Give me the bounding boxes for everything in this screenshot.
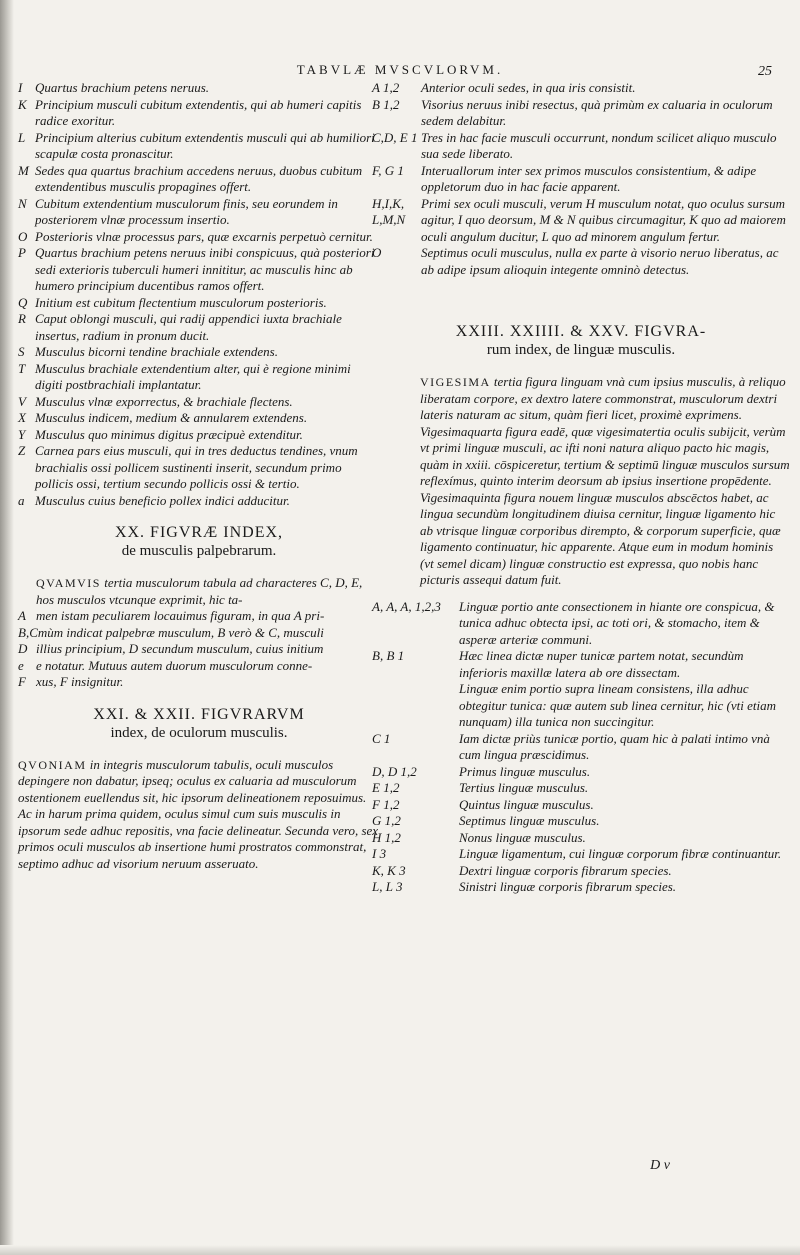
- heading-figure-xxiii: [372, 322, 790, 360]
- legend-text: Principium musculi cubitum extendentis, qui ab humeri capitis radice exoritur.: [35, 96, 362, 128]
- right-legend-list: [372, 80, 790, 278]
- legend-text: Musculus cuius beneficio pollex indici adducitur.: [35, 492, 290, 508]
- legend-entry: [372, 245, 790, 278]
- legend-text: Linguæ ligamentum, cui linguæ corporum fibræ continuantur.: [459, 846, 782, 861]
- legend-text: Tres in hac facie musculi occurrunt, nondum scilicet aliquo musculo sua sede liberato.: [421, 129, 777, 161]
- legend-entry: [18, 344, 380, 361]
- legend-key: A 1,2: [372, 80, 400, 95]
- legend-text: Quartus brachium petens neruus.: [35, 80, 210, 95]
- legend-entry: [18, 427, 380, 444]
- legend-key: Z: [18, 443, 26, 458]
- legend-key: K: [18, 96, 27, 112]
- legend-entry: [372, 797, 790, 814]
- heading-title: XXI. & XXII. FIGVRARVM: [93, 705, 305, 723]
- legend-key: a: [18, 492, 25, 508]
- legend-entry: [372, 764, 790, 781]
- legend-text: Sinistri linguæ corporis fibrarum species.: [459, 879, 677, 894]
- margin-key: F: [18, 674, 26, 689]
- paragraph-line: [18, 658, 380, 675]
- legend-entry: [372, 813, 790, 830]
- legend-entry: [372, 196, 790, 246]
- legend-key: N: [18, 195, 27, 211]
- legend-entry: [372, 599, 790, 649]
- legend-key: A, A, A, 1,2,3: [372, 598, 441, 614]
- legend-entry: [18, 410, 380, 427]
- legend-text: Anterior oculi sedes, in qua iris consistit.: [421, 80, 636, 95]
- legend-text: Musculus vlnæ exporrectus, & brachiale flectens.: [35, 393, 293, 409]
- legend-text: Septimus linguæ musculus.: [459, 813, 600, 828]
- page-number: 25: [758, 64, 772, 79]
- heading-title: XXIII. XXIIII. & XXV. FIGVRA-: [455, 323, 707, 340]
- legend-text: Musculus bicorni tendine brachiale extendens.: [35, 344, 278, 359]
- paragraph-figure-xxiii-2: Vigesimaquarta figura eadē, quæ vigesimatertia oculis subijcit, verùm vt primi linguæ musculi, ac ifti noni natura aliquo pacto hic magis, quàm in xxiii. cōspiceretur, tertium & septimū linguæ musculos sursum reflexímus, quinto interim deorsum ab ipsius insertione propēdente.: [420, 423, 790, 488]
- legend-entry: [372, 80, 790, 97]
- legend-text: Quintus linguæ musculus.: [459, 796, 594, 812]
- paragraph-line: [18, 674, 380, 691]
- line-text: illius principium, D secundum musculum, cuius initium: [36, 641, 324, 656]
- legend-entry: [372, 130, 790, 163]
- legend-key: L, L 3: [372, 879, 403, 894]
- legend-text: Quartus brachium petens neruus inibi conspicuus, quà posteriori sedi exterioris tuberculi humeri innititur, ac musculis hinc ab humero principium ducentibus ramos offert.: [35, 245, 375, 293]
- legend-key: [372, 681, 459, 731]
- legend-text: Hæc linea dictæ nuper tunicæ partem notat, secundùm inferioris maxillæ latera ab ore dissectam.: [459, 648, 744, 680]
- line-text: men istam peculiarem locauimus figuram, in qua A pri-: [36, 608, 325, 623]
- legend-text: Tertius linguæ musculus.: [459, 780, 589, 795]
- running-head: TABVLÆ MVSCVLORVM.: [296, 62, 504, 77]
- legend-key: F 1,2: [372, 796, 400, 812]
- margin-key: B,C: [18, 624, 38, 640]
- line-text: e notatur. Mutuus autem duorum musculorum conne-: [36, 657, 313, 673]
- legend-text: Cubitum extendentium musculorum finis, seu eorundem in posteriorem vlnæ processum insertio.: [35, 195, 338, 227]
- margin-key: [18, 575, 36, 608]
- legend-text: Iam dictæ priùs tunicæ portio, quam hic à palati intimo vnà cum lingua præscidimus.: [459, 730, 770, 762]
- heading-subtitle: index, de oculorum musculis.: [110, 724, 288, 741]
- paragraph-lines: [18, 608, 380, 691]
- legend-key: H,I,K, L,M,N: [372, 195, 406, 227]
- legend-text: Musculus quo minimus digitus præcipuè extenditur.: [35, 426, 303, 442]
- paragraph-figure-xx: [18, 575, 380, 691]
- legend-entry: [372, 863, 790, 880]
- line-text: xus, F insignitur.: [36, 674, 124, 689]
- legend-entry: [372, 163, 790, 196]
- legend-text: Visorius neruus inibi resectus, quà primùm ex caluaria in oculorum sedem delabitur.: [421, 96, 773, 128]
- right-legend-list-2: [372, 599, 790, 896]
- paragraph-figure-xxi: [18, 757, 380, 873]
- lead-word: QVAMVIS: [36, 576, 101, 590]
- paragraph-text: in integris musculorum tabulis, oculi musculos depingere non dabatur, ipseq; oculus ex caluaria ad musculorum ostentionem euellendus sit, hic ipsorum delineationem reposuimus. Ac in harum prima quidem, oculus simul cum suis musculis in ipsorum sede adhuc repositis, vna facie delineatur. Secunda vero, sex primos oculi musculos ab insertione humi prostratos commonstrat, septimo adhuc ad visorium neruum asseruato.: [18, 756, 379, 871]
- legend-entry: [372, 830, 790, 847]
- legend-key: C,D, E 1: [372, 129, 418, 145]
- legend-key: O: [18, 228, 28, 244]
- legend-entry: [18, 130, 380, 163]
- legend-entry: [372, 780, 790, 797]
- legend-entry: [372, 681, 790, 731]
- legend-entry: [18, 443, 380, 493]
- legend-entry: [372, 97, 790, 130]
- legend-text: Primi sex oculi musculi, verum H musculum notat, quo oculus sursum agitur, I quo deorsum, M & N quibus circumagitur, K quo ad maiorem oculi angulum ducitur, L quo ad minorem angulum fertur.: [421, 195, 786, 244]
- legend-key: M: [18, 162, 29, 178]
- margin-key: A: [18, 608, 26, 623]
- margin-key: e: [18, 657, 24, 673]
- paragraph-line: [18, 575, 380, 608]
- legend-entry: [18, 163, 380, 196]
- legend-key: P: [18, 245, 26, 260]
- legend-entry: [18, 295, 380, 312]
- legend-text: Nonus linguæ musculus.: [459, 829, 586, 845]
- left-column: [18, 80, 380, 872]
- legend-text: Interuallorum inter sex primos musculos consistentium, & adipe oppletorum duo in hac facie apparent.: [421, 162, 757, 194]
- legend-entry: [18, 245, 380, 295]
- legend-text: Posterioris vlnæ processus pars, quæ excarnis perpetuò cernitur.: [35, 228, 373, 244]
- legend-key: K, K 3: [372, 862, 406, 878]
- legend-entry: [372, 846, 790, 863]
- legend-text: Linguæ portio ante consectionem in hiante ore conspicua, & tunica adhuc obtecta ipsi, ac toti ori, & stomacho, item & asperæ arteriæ communi.: [459, 598, 775, 647]
- legend-key: E 1,2: [372, 780, 400, 795]
- page-bottom-edge: [0, 1245, 800, 1255]
- legend-key: R: [18, 311, 26, 326]
- legend-text: Carnea pars eius musculi, qui in tres deductus tendines, vnum brachialis ossi pollicem sustinenti inserit, secundum primo pollicis ossi, tertium secundo pollicis ossi & tertio.: [35, 443, 358, 491]
- legend-entry: [372, 648, 790, 681]
- page-gutter-shadow: [0, 0, 14, 1255]
- legend-key: Q: [18, 294, 28, 310]
- right-column: [372, 80, 790, 896]
- paragraph-line: [18, 641, 380, 658]
- line-text: mùm indicat palpebræ musculum, B verò & C, musculi: [37, 624, 324, 640]
- paragraph-figure-xxiii-1: [372, 374, 790, 424]
- heading-title: XX. FIGVRÆ INDEX,: [114, 524, 284, 541]
- legend-key: G 1,2: [372, 813, 401, 828]
- lead-word: QVONIAM: [18, 757, 87, 772]
- legend-key: B 1,2: [372, 96, 400, 112]
- legend-text: Musculus brachiale extendentium alter, qui è regione minimi digiti postbrachiali implantatur.: [35, 360, 351, 392]
- legend-entry: [18, 361, 380, 394]
- legend-entry: [18, 80, 380, 97]
- legend-key: Y: [18, 426, 26, 442]
- legend-key: L: [18, 129, 26, 145]
- legend-key: T: [18, 360, 26, 376]
- left-legend-list: [18, 80, 380, 509]
- legend-text: Septimus oculi musculus, nulla ex parte à visorio neruo liberatus, ac ab adipe ipsum alioquin integente omninò detectus.: [421, 245, 779, 277]
- heading-subtitle: rum index, de linguæ musculis.: [486, 342, 676, 358]
- paragraph-figure-xxiii-3: Vigesimaquinta figura nouem linguæ musculos abscēctos habet, ac lingua secundùm longitudinem diuisa cernitur, linguæ ligamento hic ab vtrisque linguæ corporibus dirempto, & corporum superficie, quæ ligamento continuatur, hic apparente. Atque eum in modum hominis (vt semel dicam) linguæ constructio est expressa, quo nobis hanc picturis assequi datum fuit.: [420, 489, 781, 587]
- legend-text: Dextri linguæ corporis fibrarum species.: [459, 862, 672, 878]
- legend-key: C 1: [372, 730, 391, 746]
- legend-text: Linguæ enim portio supra lineam consistens, illa adhuc obtegitur tunica: quæ autem sub linea cernitur, hic (vti etiam nunquam) illa tunica non succingitur.: [459, 681, 777, 729]
- legend-key: I 3: [372, 846, 387, 861]
- legend-entry: [372, 879, 790, 896]
- heading-figure-xxi: [18, 705, 380, 743]
- legend-entry: [18, 394, 380, 411]
- margin-key: D: [18, 641, 28, 656]
- heading-subtitle: de musculis palpebrarum.: [121, 543, 277, 559]
- heading-figure-xx: [18, 523, 380, 561]
- legend-text: Initium est cubitum flectentium musculorum posterioris.: [35, 294, 327, 310]
- legend-key: O: [372, 245, 382, 260]
- paragraph-line: [18, 625, 380, 642]
- legend-entry: [18, 97, 380, 130]
- legend-key: F, G 1: [372, 162, 404, 178]
- legend-text: Musculus indicem, medium & annularem extendens.: [35, 410, 308, 425]
- legend-entry: [18, 493, 380, 510]
- legend-key: X: [18, 410, 26, 425]
- legend-key: D, D 1,2: [372, 763, 417, 779]
- legend-entry: [18, 229, 380, 246]
- paragraph-text: tertia figura linguam vnà cum ipsius musculis, à reliquo liberatam corpore, ex dextro latere commonstrat, musculorum dextri lateris naturam ac situm, quàm fieri licet, proximè exprimens.: [420, 374, 786, 422]
- lead-word: VIGESIMA: [420, 375, 491, 389]
- paragraph-line: [18, 608, 380, 625]
- legend-text: Caput oblongi musculi, qui radij appendici iuxta brachiale insertus, radium in pronum ducit.: [35, 311, 342, 343]
- line-text: tertia musculorum tabula ad characteres C, D, E, hos musculos vtcunque exprimit, hic ta-: [36, 575, 363, 607]
- legend-text: Principium alterius cubitum extendentis musculi qui ab humiliori scapulæ costa pronascitur.: [35, 129, 375, 161]
- legend-key: V: [18, 393, 26, 409]
- legend-key: I: [18, 80, 23, 95]
- legend-key: S: [18, 344, 25, 359]
- legend-entry: [372, 731, 790, 764]
- catchword: D v: [650, 1158, 670, 1173]
- legend-entry: [18, 196, 380, 229]
- legend-text: Sedes qua quartus brachium accedens neruus, duobus cubitum extendentibus musculis propagines offert.: [35, 162, 363, 194]
- legend-text: Primus linguæ musculus.: [459, 763, 591, 779]
- legend-key: H 1,2: [372, 829, 401, 845]
- legend-entry: [18, 311, 380, 344]
- legend-key: B, B 1: [372, 648, 405, 663]
